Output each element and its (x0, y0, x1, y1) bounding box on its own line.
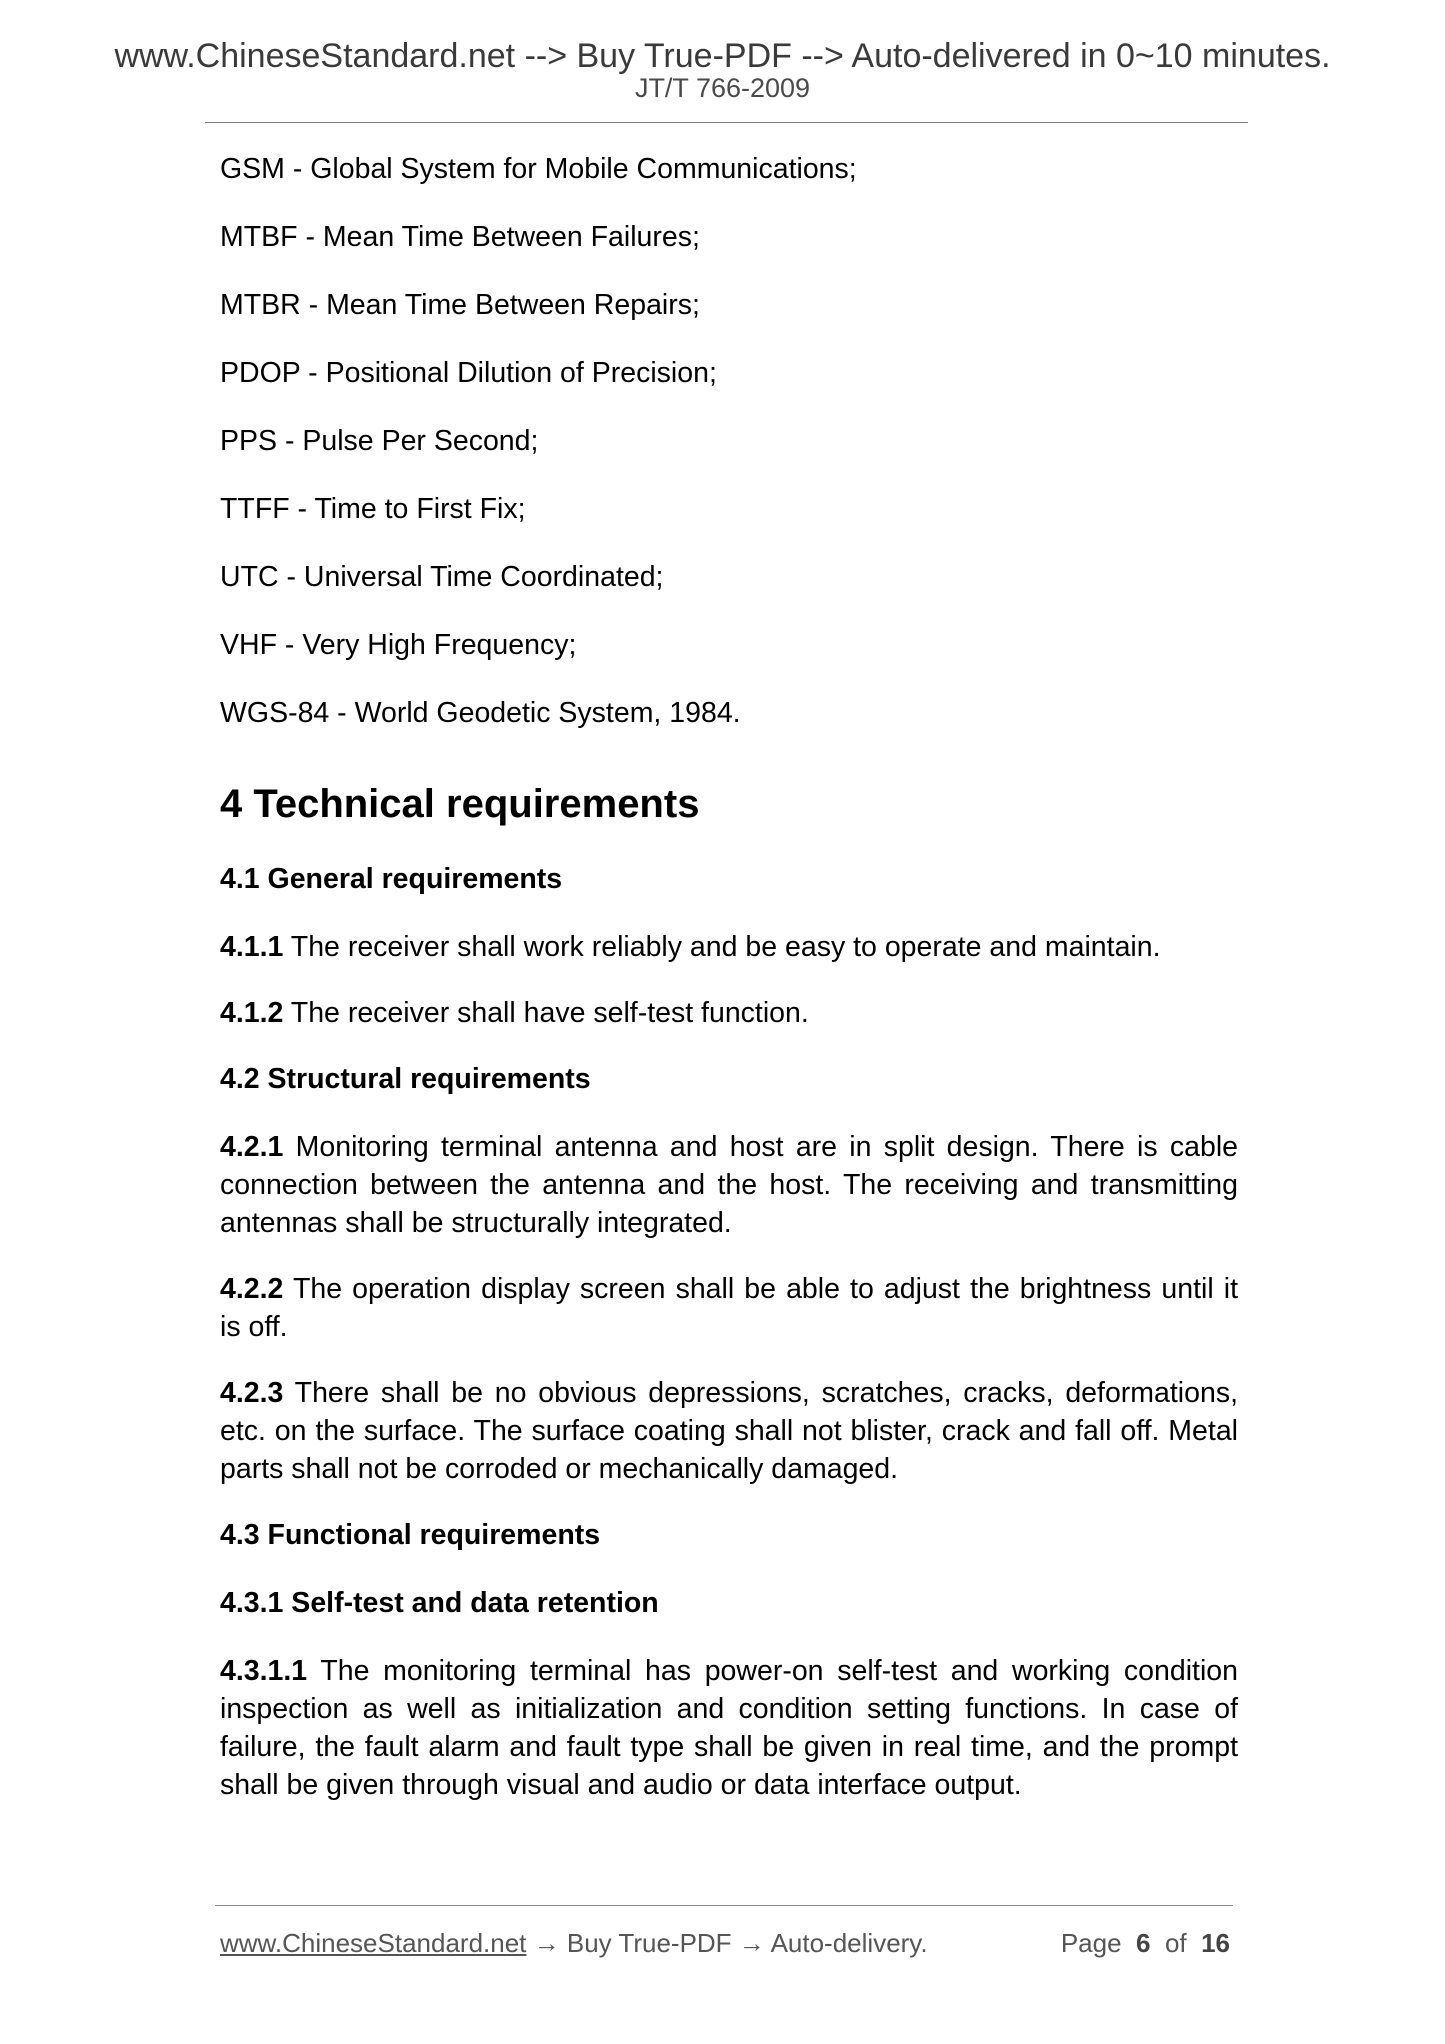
clause-text: There shall be no obvious depressions, scratches, cracks, deformations, etc. on the surface. The surface coating shall not blister, crack and fall off. Metal parts shall not be corroded or mechanically damaged. (220, 1377, 1238, 1485)
abbreviation-item: MTBF - Mean Time Between Failures; (220, 221, 700, 253)
clause-text: The operation display screen shall be able to adjust the brightness until it is off. (220, 1273, 1238, 1343)
abbreviation-item: WGS-84 - World Geodetic System, 1984. (220, 697, 741, 729)
page-indicator (1061, 1926, 1230, 1960)
clause-4-2-2 (220, 1270, 1238, 1346)
abbreviation-item: VHF - Very High Frequency; (220, 629, 577, 661)
clause-number: 4.2.3 (220, 1377, 284, 1409)
clause-4-1-1 (220, 928, 1238, 966)
abbreviation-item: UTC - Universal Time Coordinated; (220, 561, 664, 593)
section-heading-4-3-1: 4.3.1 Self-test and data retention (220, 1587, 659, 1619)
top-banner[interactable]: www.ChineseStandard.net --> Buy True-PDF --> Auto-delivered in 0~10 minutes. (114, 37, 1331, 75)
section-heading-4-1: 4.1 General requirements (220, 863, 563, 895)
clause-4-2-1 (220, 1128, 1238, 1242)
clause-text: Monitoring terminal antenna and host are in split design. There is cable connection between the antenna and the host. The receiving and transmitting antennas shall be structurally integrated. (220, 1131, 1238, 1239)
clause-number: 4.2.1 (220, 1131, 284, 1163)
clause-number: 4.2.2 (220, 1273, 284, 1305)
of-label: of (1164, 1928, 1187, 1958)
abbreviation-item: GSM - Global System for Mobile Communications; (220, 153, 857, 185)
section-heading-4: 4 Technical requirements (220, 782, 700, 826)
abbreviation-item: TTFF - Time to First Fix; (220, 493, 526, 525)
page-content (220, 150, 1238, 1832)
page-total: 16 (1201, 1928, 1230, 1958)
abbreviation-item: PPS - Pulse Per Second; (220, 425, 539, 457)
section-heading-4-3: 4.3 Functional requirements (220, 1519, 601, 1551)
page-number: 6 (1136, 1928, 1151, 1958)
abbreviation-item: PDOP - Positional Dilution of Precision; (220, 357, 717, 389)
section-heading-4-2: 4.2 Structural requirements (220, 1063, 591, 1095)
clause-4-3-1-1 (220, 1652, 1238, 1804)
clause-text: The monitoring terminal has power-on self-test and working condition inspection as well as initialization and condition setting functions. In case of failure, the fault alarm and fault type shall be given in real time, and the prompt shall be given through visual and audio or data interface output. (220, 1655, 1238, 1801)
page-label: Page (1060, 1928, 1122, 1958)
standard-code: JT/T 766-2009 (634, 73, 811, 103)
clause-text: The receiver shall work reliably and be easy to operate and maintain. (283, 931, 1161, 963)
clause-4-1-2 (220, 994, 1238, 1032)
footer-link[interactable]: www.ChineseStandard.net (220, 1928, 527, 1958)
clause-number: 4.1.2 (220, 997, 284, 1029)
header-divider (205, 122, 1248, 123)
footer-promo-text: → Buy True-PDF → Auto-delivery. (526, 1928, 928, 1958)
footer-divider (215, 1905, 1233, 1906)
clause-number: 4.1.1 (220, 931, 284, 963)
clause-number: 4.3.1.1 (220, 1655, 308, 1687)
clause-text: The receiver shall have self-test function. (283, 997, 809, 1029)
abbreviation-item: MTBR - Mean Time Between Repairs; (220, 289, 700, 321)
clause-4-2-3 (220, 1374, 1238, 1488)
footer-promo (220, 1926, 928, 1960)
